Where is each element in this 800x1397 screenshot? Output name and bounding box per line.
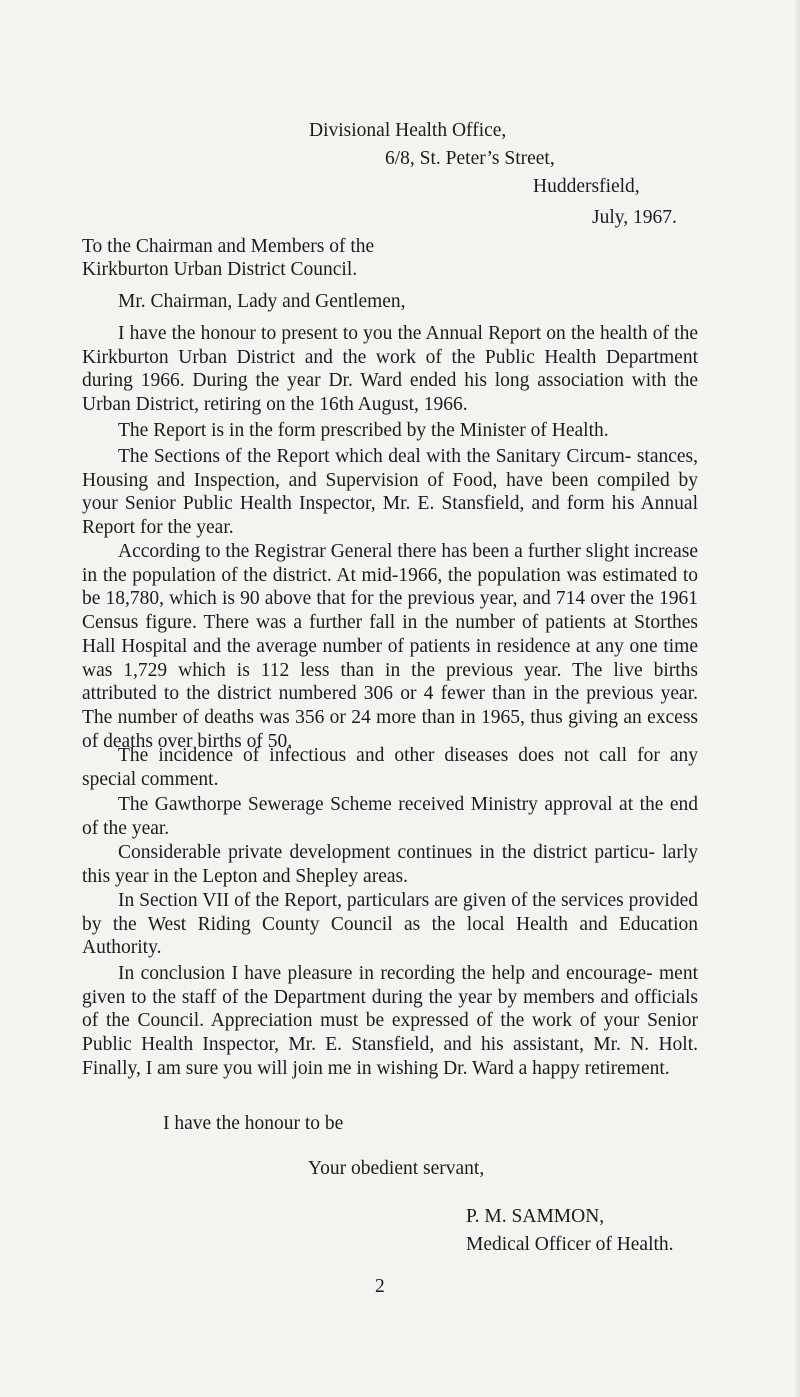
body-paragraph-section-vii: In Section VII of the Report, particulars are given of the services provided by the West Riding County Council as the local Health and Education Authority. (82, 890, 698, 959)
body-paragraph-intro: I have the honour to present to you the Annual Report on the health of the Kirkburton Urban District and the work of the Public Health Department during 1966. During the year Dr. Ward ended his long association with the Urban District, retiring on the 16th August, 1966. (82, 323, 698, 416)
body-paragraph-sections: The Sections of the Report which deal with the Sanitary Circum- stances, Housing and Inspection, and Supervision of Food, have been compiled by your Senior Public Health Inspector, Mr. E. Stansfield, and form his Annual Report for the year. (82, 446, 698, 539)
salutation: Mr. Chairman, Lady and Gentlemen, (118, 291, 406, 312)
recipient-line-2: Kirkburton Urban District Council. (82, 259, 358, 280)
address-line-street: 6/8, St. Peter’s Street, (385, 148, 555, 169)
recipient-line-1: To the Chairman and Members of the (82, 236, 375, 257)
body-paragraph-form: The Report is in the form prescribed by the Minister of Health. (118, 420, 609, 441)
page-number: 2 (375, 1276, 385, 1297)
page-edge-shadow (794, 0, 800, 1397)
address-line-town: Huddersfield, (533, 176, 640, 197)
address-line-office: Divisional Health Office, (309, 120, 507, 141)
body-paragraph-development: Considerable private development continues in the district particu- larly this year in the Lepton and Shepley areas. (82, 842, 698, 887)
body-paragraph-sewerage: The Gawthorpe Sewerage Scheme received Ministry approval at the end of the year. (82, 794, 698, 839)
body-paragraph-infectious: The incidence of infectious and other diseases does not call for any special comment. (82, 745, 698, 790)
closing-line: I have the honour to be (163, 1113, 344, 1134)
closing-servant: Your obedient servant, (308, 1158, 485, 1179)
body-paragraph-conclusion: In conclusion I have pleasure in recording the help and encourage- ment given to the staff of the Department during the year by members and officials of the Council. Appreciation must be expressed of the work of your Senior Public Health Inspector, Mr. E. Stansfield, and his assistant, Mr. N. Holt. Finally, I am sure you will join me in wishing Dr. Ward a happy retirement. (82, 963, 698, 1079)
body-paragraph-population: According to the Registrar General there has been a further slight increase in the population of the district. At mid-1966, the population was estimated to be 18,780, which is 90 above that for the previous year, and 714 over the 1961 Census figure. There was a further fall in the number of patients at Storthes Hall Hospital and the average number of patients in residence at any one time was 1,729 which is 112 less than in the previous year. The live births attributed to the district numbered 306 or 4 fewer than in the previous year. The number of deaths was 356 or 24 more than in 1965, thus giving an excess of deaths over births of 50. (82, 541, 698, 752)
letter-date: July, 1967. (592, 207, 677, 228)
signatory-title: Medical Officer of Health. (466, 1234, 674, 1255)
signatory-name: P. M. SAMMON, (466, 1206, 605, 1227)
